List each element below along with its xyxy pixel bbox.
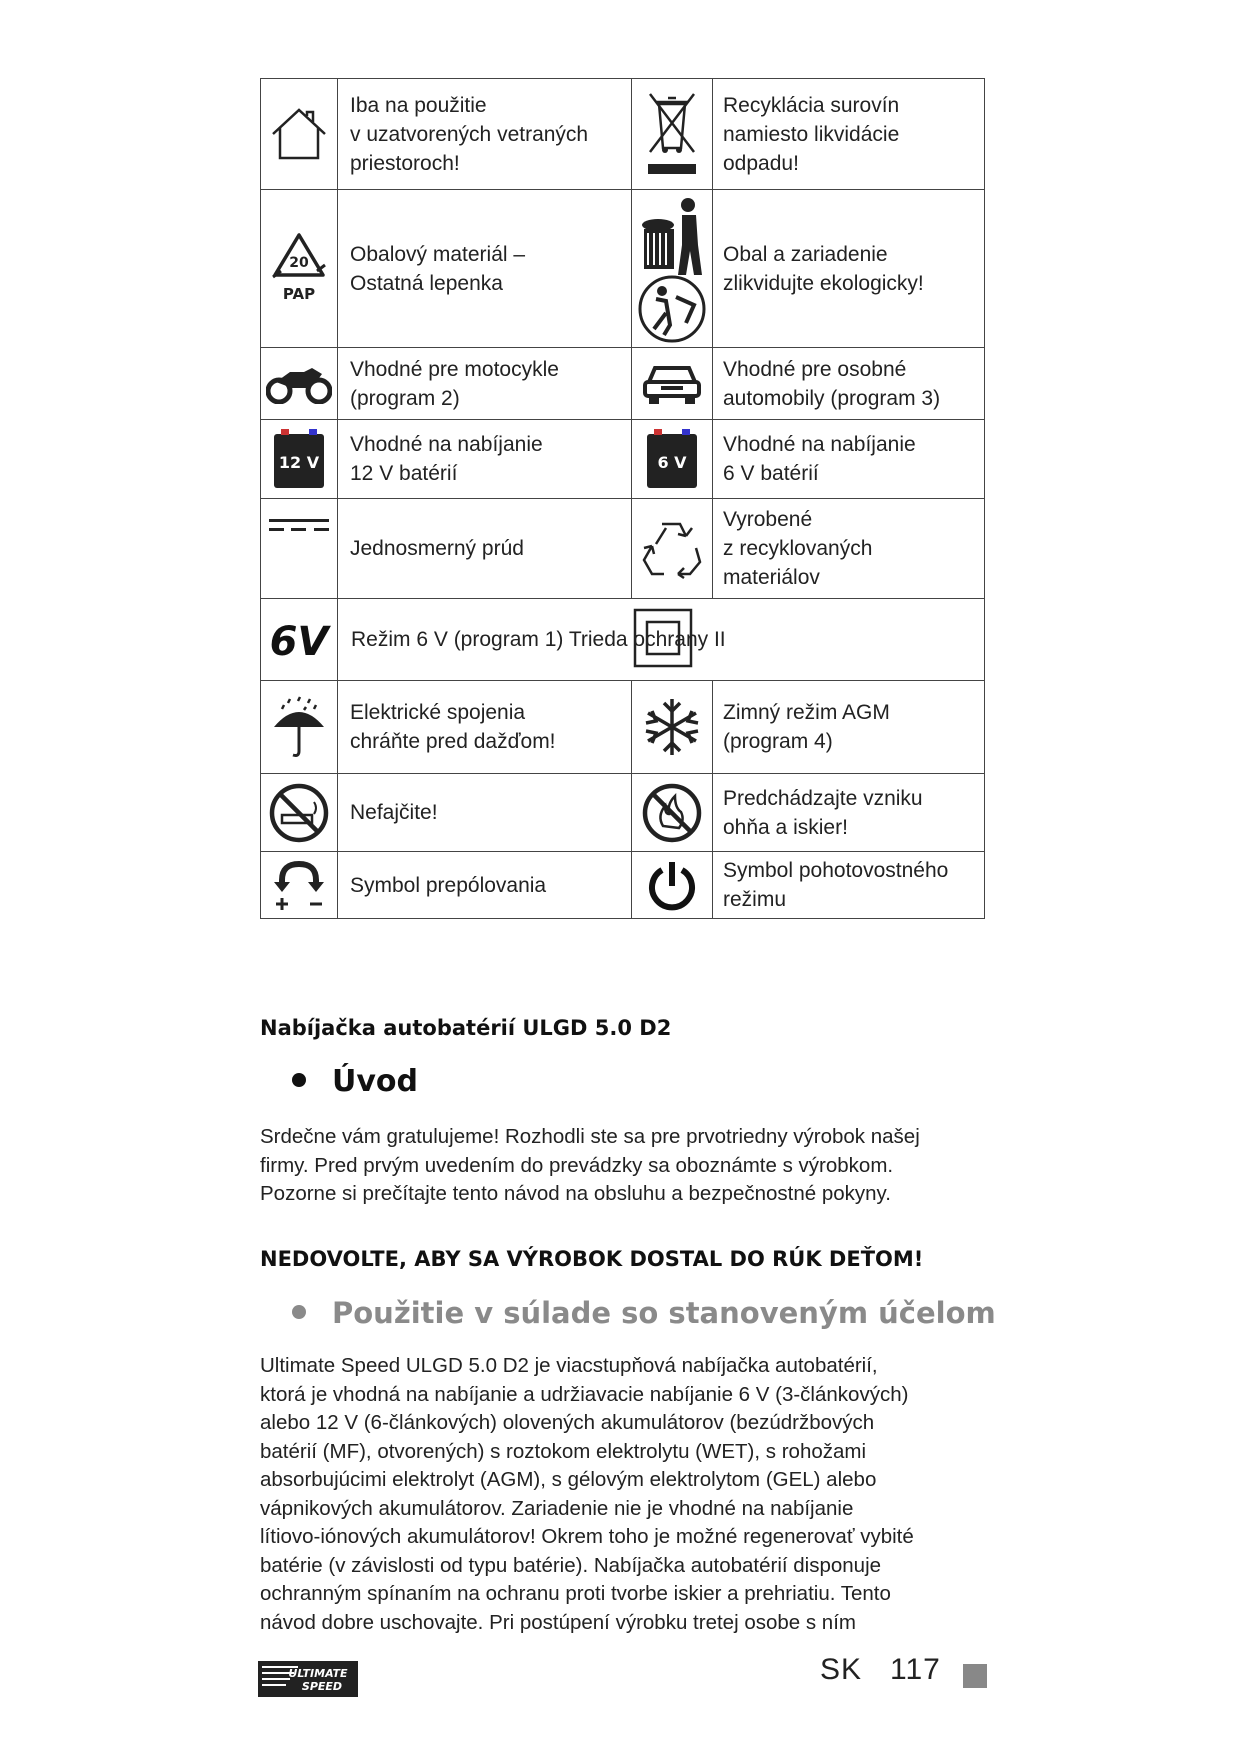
symbol-description: Obalový materiál – Ostatná lepenka <box>338 190 632 348</box>
safety-warning: NEDOVOLTE, ABY SA VÝROBOK DOSTAL DO RÚK DEŤOM! <box>260 1247 924 1271</box>
symbol-description: Jednosmerný prúd <box>338 499 632 599</box>
6v-mode-icon <box>261 599 337 680</box>
svg-text:20: 20 <box>289 254 309 271</box>
svg-text:12 V: 12 V <box>278 453 320 472</box>
umbrella-rain-icon <box>261 681 338 774</box>
symbol-description: Vyrobené z recyklovaných materiálov <box>713 499 985 599</box>
symbol-description: Recyklácia surovín namiesto likvidácie odpadu! <box>713 79 985 190</box>
direct-current-icon <box>261 499 338 599</box>
section-heading-intro: Úvod <box>292 1064 418 1099</box>
table-row <box>261 599 985 681</box>
footer-square-marker <box>963 1664 987 1688</box>
battery-12v-icon <box>261 420 338 499</box>
section-heading-usage: Použitie v súlade so stanoveným účelom <box>292 1296 996 1330</box>
power-standby-icon <box>632 852 713 919</box>
svg-text:SPEED: SPEED <box>301 1680 343 1693</box>
recycle-pap-20-icon <box>261 190 338 348</box>
page-footer <box>820 1653 941 1687</box>
svg-text:6V: 6V <box>269 618 329 662</box>
page-number: 117 <box>890 1653 941 1686</box>
recycle-arrows-icon <box>632 499 713 599</box>
document-title: Nabíjačka autobatérií ULGD 5.0 D2 <box>260 1016 672 1040</box>
crossed-bin-icon <box>632 79 713 190</box>
no-smoking-icon <box>261 774 338 852</box>
bullet-icon <box>292 1305 306 1319</box>
symbol-description: Nefajčite! <box>338 774 632 852</box>
intro-paragraph: Srdečne vám gratulujeme! Rozhodli ste sa pre prvotriedny výrobok našej firmy. Pred prvým uvedením do prevádzky sa oboznámte s výrobkom. Pozorne si prečítajte tento návod na obsluhu a bezpečnostné pokyny. <box>260 1125 920 1205</box>
table-row <box>261 681 985 774</box>
symbol-description: Predchádzajte vzniku ohňa a iskier! <box>713 774 985 852</box>
reverse-polarity-icon <box>261 852 338 919</box>
symbols-table <box>260 78 985 919</box>
table-row <box>261 190 985 348</box>
motorcycle-icon <box>261 348 338 420</box>
usage-paragraph: Ultimate Speed ULGD 5.0 D2 je viacstupňová nabíjačka autobatérií, ktorá je vhodná na nabíjanie a udržiavacie nabíjanie 6 V (3-článkových) alebo 12 V (6-článkových) olovených akumulátorov (bezúdržbových batérií (MF), otvorených) s roztokom elektrolytu (WET), s rohožami absorbujúcimi elektrolyt (AGM), s gélovým elektrolytom (GEL) alebo vápnikových akumulátorov. Zariadenie nie je vhodné na nabíjanie lítiovo-iónových akumulátorov! Okrem toho je možné regenerovať vybité batérie (v závislosti od typu batérie). Nabíjačka autobatérií disponuje ochranným spínaním na ochranu proti tvorbe iskier a prehriatiu. Tento návod dobre uschovajte. Pri postúpení výrobku tretej osobe s ním <box>260 1354 914 1634</box>
symbol-description: Symbol pohotovostného režimu <box>713 852 985 919</box>
table-row <box>261 420 985 499</box>
svg-text:PAP: PAP <box>282 284 316 303</box>
tidyman-recycle-icon <box>632 190 713 348</box>
table-row <box>261 774 985 852</box>
snowflake-icon <box>632 681 713 774</box>
no-fire-icon <box>632 774 713 852</box>
symbol-description: Vhodné na nabíjanie 12 V batérií <box>338 420 632 499</box>
language-code: SK <box>820 1653 863 1686</box>
symbol-description: Iba na použitie v uzatvorených vetraných priestoroch! <box>338 79 632 190</box>
symbol-description: Symbol prepólovania <box>338 852 632 919</box>
car-icon <box>632 348 713 420</box>
symbol-description: Režim 6 V (program 1) Trieda ochrany II <box>351 627 726 651</box>
table-row <box>261 348 985 420</box>
house-icon <box>261 79 338 190</box>
table-row <box>261 852 985 919</box>
table-row <box>261 79 985 190</box>
protection-class-ii-icon <box>632 607 694 673</box>
symbol-description: Vhodné pre motocykle (program 2) <box>338 348 632 420</box>
svg-text:ULTIMATE: ULTIMATE <box>288 1667 348 1680</box>
symbol-description: Elektrické spojenia chráňte pred dažďom! <box>338 681 632 774</box>
ultimate-speed-logo <box>258 1661 358 1701</box>
battery-6v-icon <box>632 420 713 499</box>
symbol-description: Obal a zariadenie zlikvidujte ekologicky! <box>713 190 985 348</box>
svg-text:6 V: 6 V <box>657 453 687 472</box>
symbol-description: Vhodné na nabíjanie 6 V batérií <box>713 420 985 499</box>
symbol-description: Zimný režim AGM (program 4) <box>713 681 985 774</box>
table-row <box>261 499 985 599</box>
bullet-icon <box>292 1073 306 1087</box>
symbol-description: Vhodné pre osobné automobily (program 3) <box>713 348 985 420</box>
